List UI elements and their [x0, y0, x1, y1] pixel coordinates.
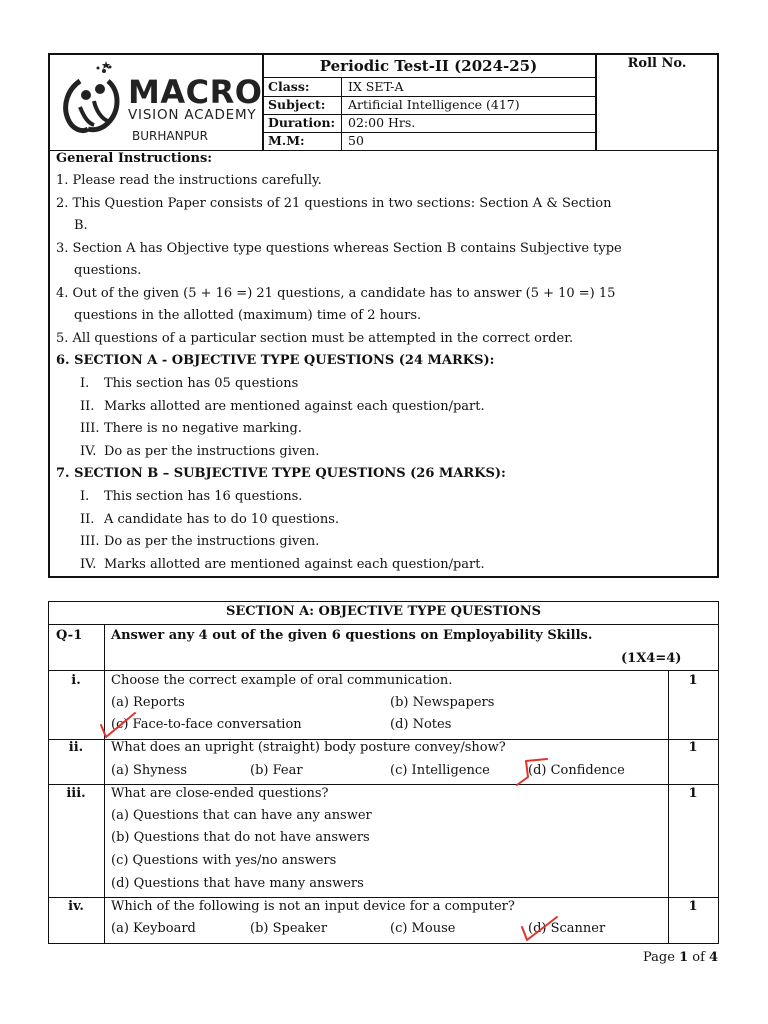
- table-rule: [104, 624, 105, 944]
- red-tick-mark-icon: [514, 755, 550, 787]
- sub-question-number: ii.: [68, 740, 84, 755]
- sub-question-marks: 1: [688, 786, 698, 801]
- info-key: Subject:: [262, 96, 342, 114]
- instruction-3: 3. Section A has Objective type questions whereas Section B contains Subjective type: [56, 241, 622, 256]
- section-a-item-num: IV.: [80, 444, 97, 459]
- table-rule: [48, 943, 719, 944]
- instruction-1: 1. Please read the instructions carefully.: [56, 173, 322, 188]
- table-rule: [48, 624, 719, 625]
- option: (b) Questions that do not have answers: [111, 830, 370, 845]
- page-number: 1: [679, 950, 689, 965]
- red-tick-mark-icon: [98, 709, 138, 741]
- section-b-item-num: III.: [80, 534, 100, 549]
- option: (a) Keyboard: [111, 921, 196, 936]
- school-city: BURHANPUR: [132, 129, 208, 143]
- sub-question-number: iv.: [68, 899, 84, 914]
- table-rule: [48, 601, 49, 944]
- instructions-heading: General Instructions:: [56, 151, 213, 166]
- instruction-3-cont: questions.: [74, 263, 142, 278]
- section-a-item: There is no negative marking.: [104, 421, 302, 436]
- question-marks: (1X4=4): [621, 651, 682, 666]
- option: (a) Shyness: [111, 763, 188, 778]
- table-rule: [48, 601, 719, 602]
- section-a-item: Do as per the instructions given.: [104, 444, 320, 459]
- page-footer: [643, 950, 718, 965]
- of-label: of: [692, 950, 705, 965]
- section-a-item-num: II.: [80, 399, 95, 414]
- option: (c) Questions with yes/no answers: [111, 853, 337, 868]
- table-rule: [718, 601, 719, 944]
- option: (d) Scanner: [528, 921, 606, 936]
- info-key: Class:: [262, 78, 342, 96]
- section-a-heading: 6. SECTION A - OBJECTIVE TYPE QUESTIONS (24 MARKS):: [56, 353, 495, 368]
- info-row-subject: [262, 96, 595, 115]
- option: (c) Face-to-face conversation: [111, 717, 302, 732]
- option: (b) Speaker: [250, 921, 328, 936]
- instruction-4-cont: questions in the allotted (maximum) time of 2 hours.: [74, 308, 422, 323]
- info-value: 50: [348, 133, 364, 148]
- section-a-item-num: III.: [80, 421, 100, 436]
- info-key: Duration:: [262, 114, 342, 132]
- option: (b) Fear: [250, 763, 303, 778]
- sub-question-marks: 1: [688, 673, 698, 688]
- sub-question-text: Choose the correct example of oral communication.: [111, 673, 453, 688]
- school-logo-block: [50, 55, 264, 150]
- table-rule: [48, 897, 719, 898]
- section-a-title: SECTION A: OBJECTIVE TYPE QUESTIONS: [225, 604, 541, 619]
- section-b-item-num: I.: [80, 489, 90, 504]
- page-total: 4: [709, 950, 719, 965]
- instruction-5: 5. All questions of a particular section must be attempted in the correct order.: [56, 331, 574, 346]
- option: (c) Intelligence: [390, 763, 490, 778]
- sub-question-marks: 1: [688, 899, 698, 914]
- table-rule: [48, 670, 719, 671]
- section-a-item-num: I.: [80, 376, 90, 391]
- option: (b) Newspapers: [390, 695, 495, 710]
- option: (c) Mouse: [390, 921, 456, 936]
- section-b-item: A candidate has to do 10 questions.: [104, 512, 340, 527]
- sub-question-number: iii.: [66, 786, 86, 801]
- red-tick-mark-icon: [520, 913, 560, 943]
- school-subtitle: VISION ACADEMY: [128, 107, 257, 123]
- section-b-item-num: II.: [80, 512, 95, 527]
- header-table: [50, 55, 717, 151]
- sub-question-number: i.: [71, 673, 81, 688]
- option: (d) Confidence: [528, 763, 625, 778]
- section-b-item: This section has 16 questions.: [104, 489, 303, 504]
- info-value: Artificial Intelligence (417): [348, 97, 520, 112]
- info-value: 02:00 Hrs.: [348, 115, 416, 130]
- info-row-marks: [262, 132, 595, 150]
- question-text: Answer any 4 out of the given 6 questions on Employability Skills.: [111, 628, 593, 643]
- sub-question-marks: 1: [688, 740, 698, 755]
- section-b-item: Do as per the instructions given.: [104, 534, 320, 549]
- section-a-item: Marks allotted are mentioned against each question/part.: [104, 399, 485, 414]
- school-name: MACRO: [128, 73, 263, 111]
- instruction-2: 2. This Question Paper consists of 21 questions in two sections: Section A & Section: [56, 196, 612, 211]
- roll-number-label: Roll No.: [595, 55, 717, 150]
- sub-question-text: Which of the following is not an input device for a computer?: [111, 899, 515, 914]
- section-a-table: [48, 601, 719, 944]
- section-b-item: Marks allotted are mentioned against each question/part.: [104, 557, 485, 572]
- option: (d) Questions that have many answers: [111, 876, 364, 891]
- instruction-4: 4. Out of the given (5 + 16 =) 21 questions, a candidate has to answer (5 + 10 =) 15: [56, 286, 616, 301]
- question-number: Q-1: [56, 628, 83, 643]
- test-title: Periodic Test-II (2024-25): [262, 55, 595, 78]
- section-b-heading: 7. SECTION B – SUBJECTIVE TYPE QUESTIONS (26 MARKS):: [56, 466, 506, 481]
- info-value: IX SET-A: [348, 79, 404, 94]
- instruction-2-cont: B.: [74, 218, 88, 233]
- instructions-box: [48, 53, 719, 578]
- section-b-item-num: IV.: [80, 557, 97, 572]
- info-key: M.M:: [262, 132, 342, 150]
- school-logo-icon: [58, 59, 128, 141]
- option: (a) Reports: [111, 695, 185, 710]
- section-a-item: This section has 05 questions: [104, 376, 299, 391]
- option: (d) Notes: [390, 717, 452, 732]
- info-row-class: [262, 78, 595, 97]
- option: (a) Questions that can have any answer: [111, 808, 372, 823]
- page-label: Page: [643, 950, 675, 965]
- sub-question-text: What are close-ended questions?: [111, 786, 329, 801]
- info-row-duration: [262, 114, 595, 133]
- table-rule: [48, 784, 719, 785]
- sub-question-text: What does an upright (straight) body posture convey/show?: [111, 740, 506, 755]
